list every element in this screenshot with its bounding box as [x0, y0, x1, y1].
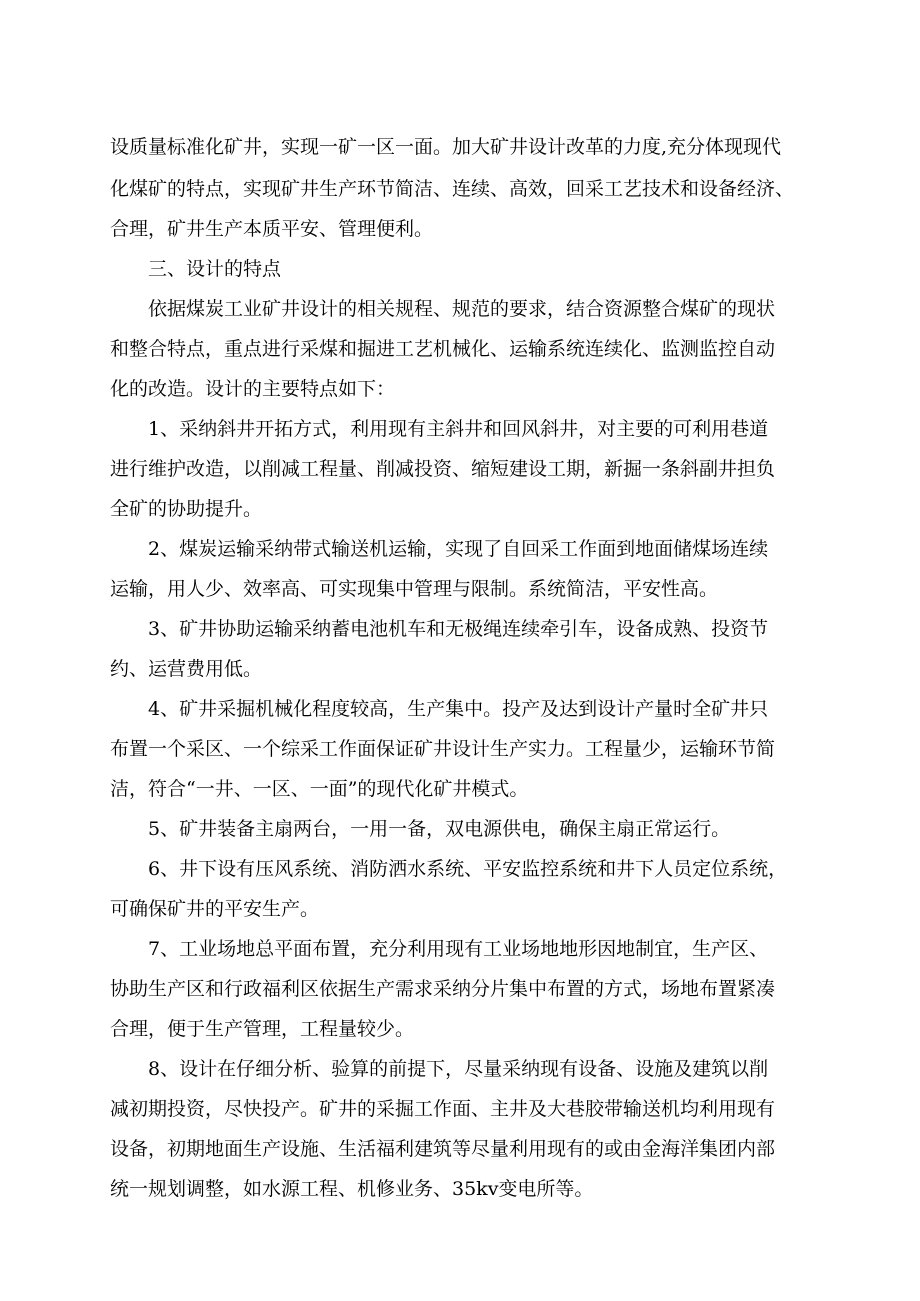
list-item-line: 可确保矿井的平安生产。 — [110, 898, 320, 920]
list-item-line: 协助生产区和行政福利区依据生产需求采纳分片集中布置的方式，场地布置紧凑 — [110, 978, 776, 1000]
paragraph-line: 依据煤炭工业矿井设计的相关规程、规范的要求，结合资源整合煤矿的现状 — [148, 298, 776, 320]
list-item-line: 进行维护改造，以削减工程量、削减投资、缩短建设工期，新掘一条斜副井担负 — [110, 458, 776, 480]
list-item-line: 合理，便于生产管理，工程量较少。 — [110, 1018, 415, 1040]
list-item-line: 4、矿井采掘机械化程度较高，生产集中。投产及达到设计产量时全矿井只 — [148, 698, 769, 720]
list-item-line: 布置一个采区、一个综采工作面保证矿井设计生产实力。工程量少，运输环节简 — [110, 738, 776, 760]
paragraph-line: 合理，矿井生产本质平安、管理便利。 — [110, 218, 434, 240]
list-item-line: 全矿的协助提升。 — [110, 498, 263, 520]
list-item-line: 5、矿井装备主扇两台，一用一备，双电源供电，确保主扇正常运行。 — [148, 818, 731, 840]
list-item-line: 7、工业场地总平面布置，充分利用现有工业场地地形因地制宜，生产区、 — [148, 938, 769, 960]
list-item-line: 1、采纳斜井开拓方式，利用现有主斜井和回风斜井，对主要的可利用巷道 — [148, 418, 769, 440]
paragraph-line: 设质量标准化矿井，实现一矿一区一面。加大矿井设计改革的力度,充分体现现代 — [110, 136, 782, 158]
list-item-line: 设备，初期地面生产设施、生活福利建筑等尽量利用现有的或由金海洋集团内部 — [110, 1138, 776, 1160]
section-heading: 三、设计的特点 — [148, 258, 282, 280]
list-item-line: 2、煤炭运输采纳带式输送机运输，实现了自回采工作面到地面储煤场连续 — [148, 538, 769, 560]
list-item-line: 洁，符合“一井、一区、一面”的现代化矿井模式。 — [110, 778, 529, 800]
list-item-line: 8、设计在仔细分析、验算的前提下，尽量采纳现有设备、设施及建筑以削 — [148, 1058, 769, 1080]
paragraph-line: 和整合特点，重点进行采煤和掘进工艺机械化、运输系统连续化、监测监控自动 — [110, 338, 776, 360]
list-item-line: 运输，用人少、效率高、可实现集中管理与限制。系统简洁，平安性高。 — [110, 578, 719, 600]
list-item-line: 约、运营费用低。 — [110, 658, 263, 680]
list-item-line: 减初期投资，尽快投产。矿井的采掘工作面、主井及大巷胶带输送机均利用现有 — [110, 1098, 776, 1120]
paragraph-line: 化煤矿的特点，实现矿井生产环节简洁、连续、高效，回采工艺技术和设备经济、 — [110, 178, 795, 200]
list-item-line: 6、井下设有压风系统、消防洒水系统、平安监控系统和井下人员定位系统， — [148, 858, 788, 880]
paragraph-line: 化的改造。设计的主要特点如下： — [110, 378, 396, 400]
list-item-line: 统一规划调整，如水源工程、机修业务、35kv变电所等。 — [110, 1178, 594, 1200]
list-item-line: 3、矿井协助运输采纳蓄电池机车和无极绳连续牵引车，设备成熟、投资节 — [148, 618, 769, 640]
